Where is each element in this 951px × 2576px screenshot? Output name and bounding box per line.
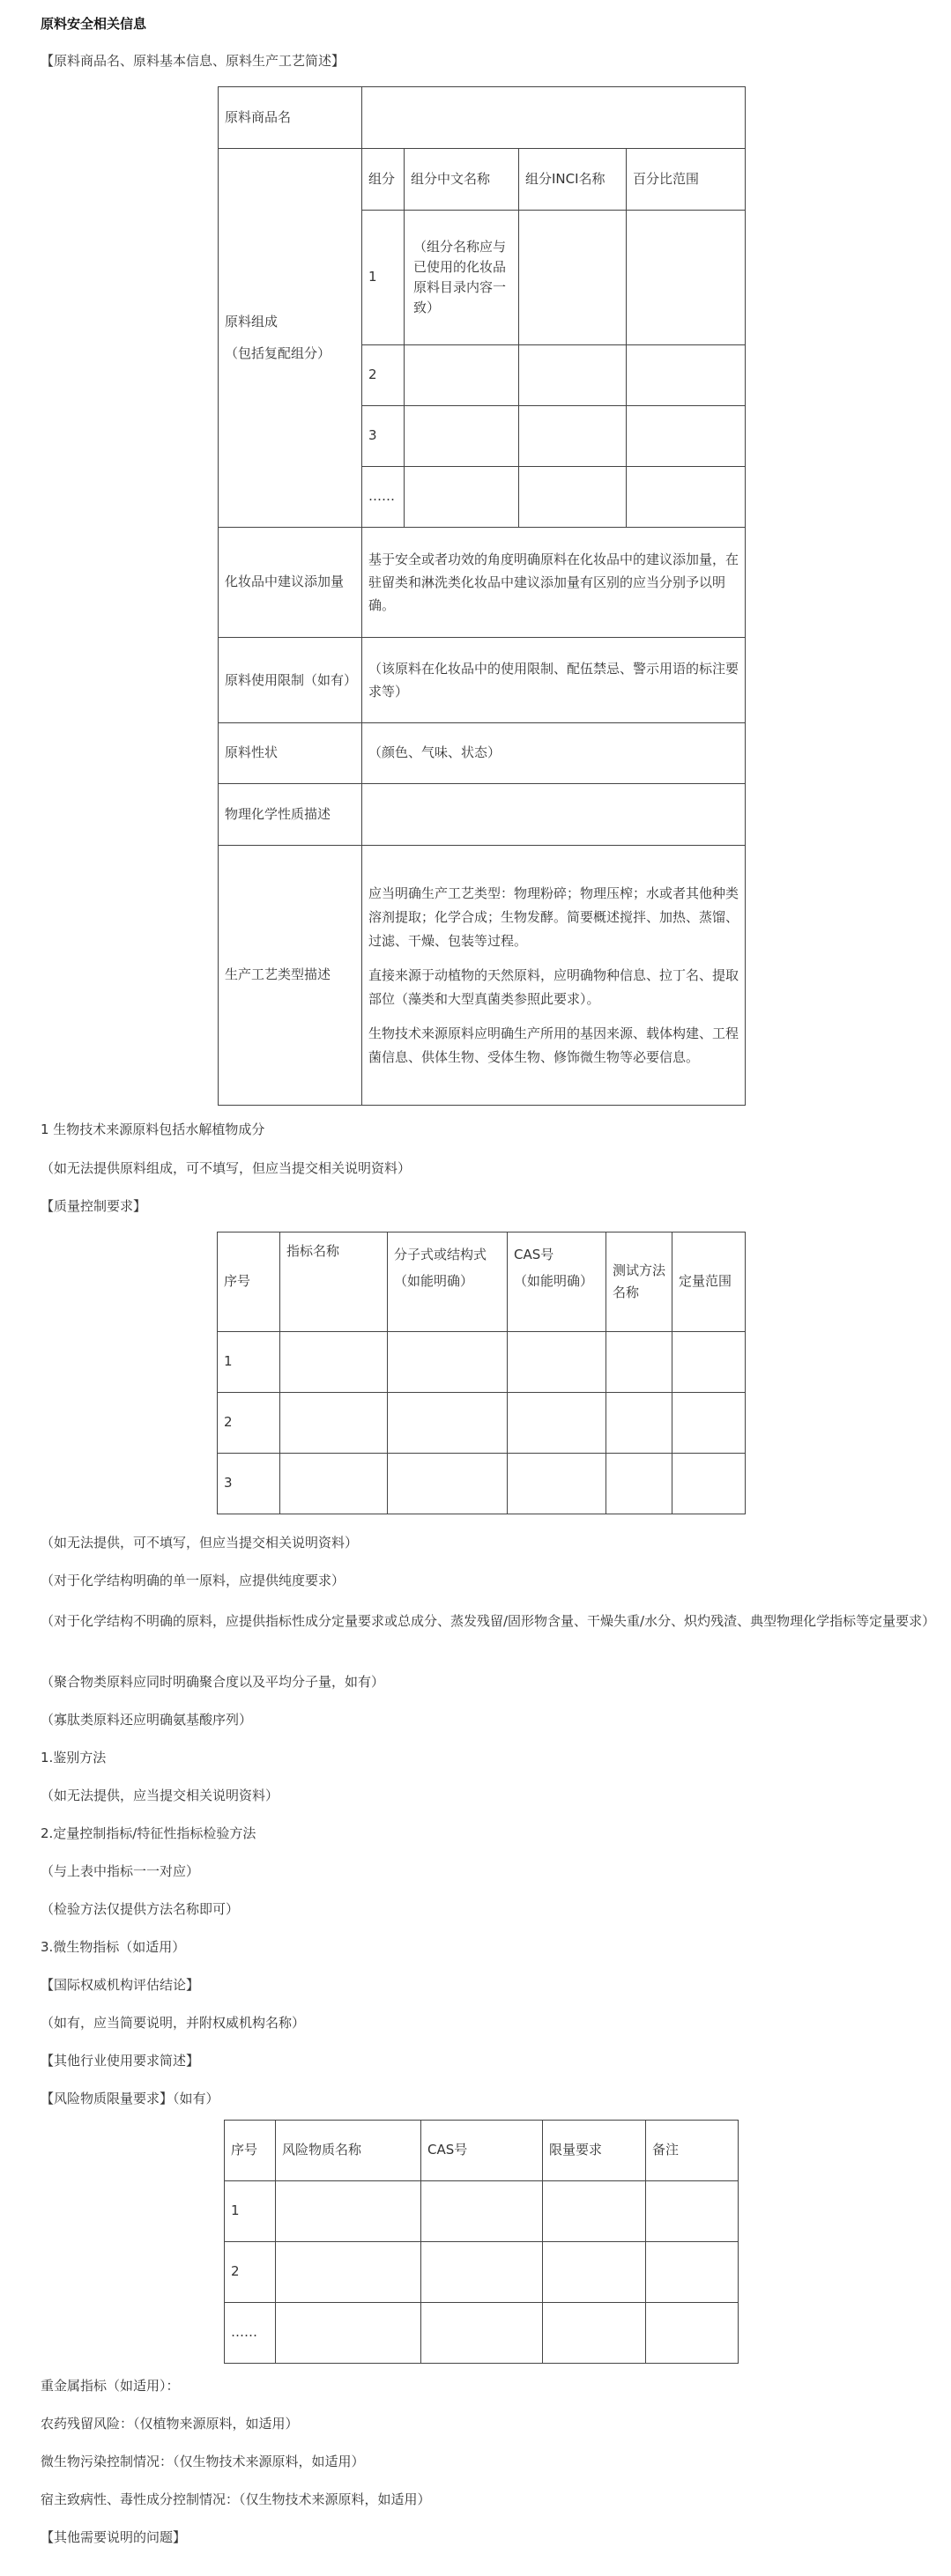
composition-label: 原料组成 （包括复配组分） (219, 149, 362, 528)
table-row (219, 638, 746, 723)
trade-name-value (362, 87, 746, 149)
table-cell (405, 467, 519, 528)
table-row (225, 2181, 739, 2242)
column-header: 限量要求 (543, 2121, 646, 2181)
note-line: （对于化学结构不明确的原料，应提供指标性成分定量要求或总成分、蒸发残留/固形物含量、干燥失重/水分、炽灼残渣、典型物理化学指标等定量要求） (41, 1613, 936, 1629)
risk-substance-table (224, 2120, 739, 2364)
note-line: 2.定量控制指标/特征性指标检验方法 (41, 1825, 256, 1841)
table-row (219, 87, 746, 149)
table-cell (405, 345, 519, 406)
table-row (218, 1393, 746, 1454)
note-unable-composition: （如无法提供原料组成，可不填写，但应当提交相关说明资料） (41, 1160, 412, 1176)
component-number: 2 (362, 345, 405, 406)
table-row (225, 2303, 739, 2364)
usage-limit-label: 原料使用限制（如有） (219, 638, 362, 723)
table-cell (388, 1332, 508, 1393)
table-cell (627, 211, 746, 345)
column-header: 序号 (225, 2121, 276, 2181)
table-cell (627, 406, 746, 467)
table-row (219, 846, 746, 1106)
qc-heading: 【质量控制要求】 (41, 1198, 147, 1214)
table-cell (646, 2242, 739, 2303)
table-cell (519, 211, 627, 345)
row-number: …… (225, 2303, 276, 2364)
note-line: （如有，应当简要说明，并附权威机构名称） (41, 2015, 306, 2031)
note-line: （对于化学结构明确的单一原料，应提供纯度要求） (41, 1573, 345, 1588)
process-label: 生产工艺类型描述 (219, 846, 362, 1106)
table-cell (672, 1454, 746, 1514)
column-header: 指标名称 (280, 1232, 388, 1332)
table-cell (627, 467, 746, 528)
note-line: （检验方法仅提供方法名称即可） (41, 1901, 240, 1917)
column-header: 组分 (362, 149, 405, 211)
column-header: 序号 (218, 1232, 280, 1332)
component-number: …… (362, 467, 405, 528)
row-number: 2 (218, 1393, 280, 1454)
row-number: 2 (225, 2242, 276, 2303)
note-line: 1.鉴别方法 (41, 1750, 107, 1765)
table-cell (543, 2303, 646, 2364)
column-header: 分子式或结构式 （如能明确） (388, 1232, 508, 1332)
table-cell (508, 1454, 606, 1514)
component-number: 1 (362, 211, 405, 345)
table-cell (280, 1454, 388, 1514)
table-cell (672, 1393, 746, 1454)
note-line: 【国际权威机构评估结论】 (41, 1977, 200, 1993)
table-row (219, 149, 746, 211)
raw-material-info-table (218, 86, 746, 1106)
column-header: CAS号 （如能明确） (508, 1232, 606, 1332)
note-line: （如无法提供，应当提交相关说明资料） (41, 1788, 279, 1803)
footer-line: 【其他需要说明的问题】 (41, 2529, 187, 2545)
column-header: 百分比范围 (627, 149, 746, 211)
note-biotech: 1 生物技术来源原料包括水解植物成分 (41, 1121, 265, 1137)
table-cell (421, 2303, 543, 2364)
table-row (225, 2121, 739, 2181)
note-line: （聚合物类原料应同时明确聚合度以及平均分子量，如有） (41, 1674, 385, 1690)
note-line: （如无法提供，可不填写，但应当提交相关说明资料） (41, 1535, 359, 1551)
row-number: 3 (218, 1454, 280, 1514)
table-cell (606, 1332, 672, 1393)
document-title: 原料安全相关信息 (41, 16, 147, 32)
footer-line: 微生物污染控制情况：（仅生物技术来源原料，如适用） (41, 2454, 365, 2469)
note-line: （寡肽类原料还应明确氨基酸序列） (41, 1712, 253, 1728)
table-cell (627, 345, 746, 406)
usage-limit-value: （该原料在化妆品中的使用限制、配伍禁忌、警示用语的标注要求等） (362, 638, 746, 723)
table-cell (405, 406, 519, 467)
quality-control-table (217, 1232, 746, 1514)
footer-line: 宿主致病性、毒性成分控制情况：（仅生物技术来源原料，如适用） (41, 2491, 431, 2507)
property-label: 原料性状 (219, 723, 362, 784)
physchem-label: 物理化学性质描述 (219, 784, 362, 846)
table-cell (646, 2303, 739, 2364)
table-cell (646, 2181, 739, 2242)
table-cell (276, 2242, 421, 2303)
table-row (219, 784, 746, 846)
table-cell (280, 1332, 388, 1393)
table-cell (672, 1332, 746, 1393)
table-row (225, 2242, 739, 2303)
table-cell (519, 406, 627, 467)
trade-name-label: 原料商品名 (219, 87, 362, 149)
row-number: 1 (225, 2181, 276, 2242)
section-heading-basic-info: 【原料商品名、原料基本信息、原料生产工艺简述】 (41, 53, 345, 69)
table-cell (421, 2242, 543, 2303)
component-cn-name: （组分名称应与已使用的化妆品原料目录内容一致） (405, 211, 519, 345)
table-row (219, 528, 746, 638)
table-cell (606, 1454, 672, 1514)
table-cell (543, 2242, 646, 2303)
column-header: 备注 (646, 2121, 739, 2181)
note-line: 3.微生物指标（如适用） (41, 1939, 186, 1955)
column-header: CAS号 (421, 2121, 543, 2181)
table-cell (543, 2181, 646, 2242)
row-number: 1 (218, 1332, 280, 1393)
property-value: （颜色、气味、状态） (362, 723, 746, 784)
table-cell (276, 2181, 421, 2242)
table-cell (388, 1454, 508, 1514)
table-cell (508, 1332, 606, 1393)
table-cell (280, 1393, 388, 1454)
footer-line: 农药残留风险：（仅植物来源原料，如适用） (41, 2416, 299, 2432)
note-line: 【风险物质限量要求】（如有） (41, 2091, 219, 2106)
table-cell (519, 467, 627, 528)
column-header: 组分中文名称 (405, 149, 519, 211)
dosage-label: 化妆品中建议添加量 (219, 528, 362, 638)
note-line: （与上表中指标一一对应） (41, 1863, 200, 1879)
table-cell (276, 2303, 421, 2364)
process-value: 应当明确生产工艺类型：物理粉碎；物理压榨；水或者其他种类溶剂提取；化学合成；生物发酵。简要概述搅拌、加热、蒸馏、过滤、干燥、包装等过程。 直接来源于动植物的天然原料，应明确物种信息、拉丁名、提取部位（藻类和大型真菌类参照此要求）。 生物技术来源原料应明确生产所用的基因来源、载体构建、工程菌信息、供体生物、受体生物、修饰微生物等必要信息。 (362, 846, 746, 1106)
column-header: 定量范围 (672, 1232, 746, 1332)
table-cell (606, 1393, 672, 1454)
column-header: 风险物质名称 (276, 2121, 421, 2181)
note-line: 【其他行业使用要求简述】 (41, 2053, 200, 2069)
column-header: 测试方法名称 (606, 1232, 672, 1332)
table-row (218, 1232, 746, 1332)
physchem-value (362, 784, 746, 846)
footer-line: 重金属指标（如适用）： (41, 2378, 180, 2394)
table-cell (421, 2181, 543, 2242)
table-row (219, 723, 746, 784)
column-header: 组分INCI名称 (519, 149, 627, 211)
table-cell (388, 1393, 508, 1454)
table-cell (519, 345, 627, 406)
dosage-value: 基于安全或者功效的角度明确原料在化妆品中的建议添加量，在驻留类和淋洗类化妆品中建议添加量有区别的应当分别予以明确。 (362, 528, 746, 638)
component-number: 3 (362, 406, 405, 467)
table-row (218, 1454, 746, 1514)
table-cell (508, 1393, 606, 1454)
table-row (218, 1332, 746, 1393)
